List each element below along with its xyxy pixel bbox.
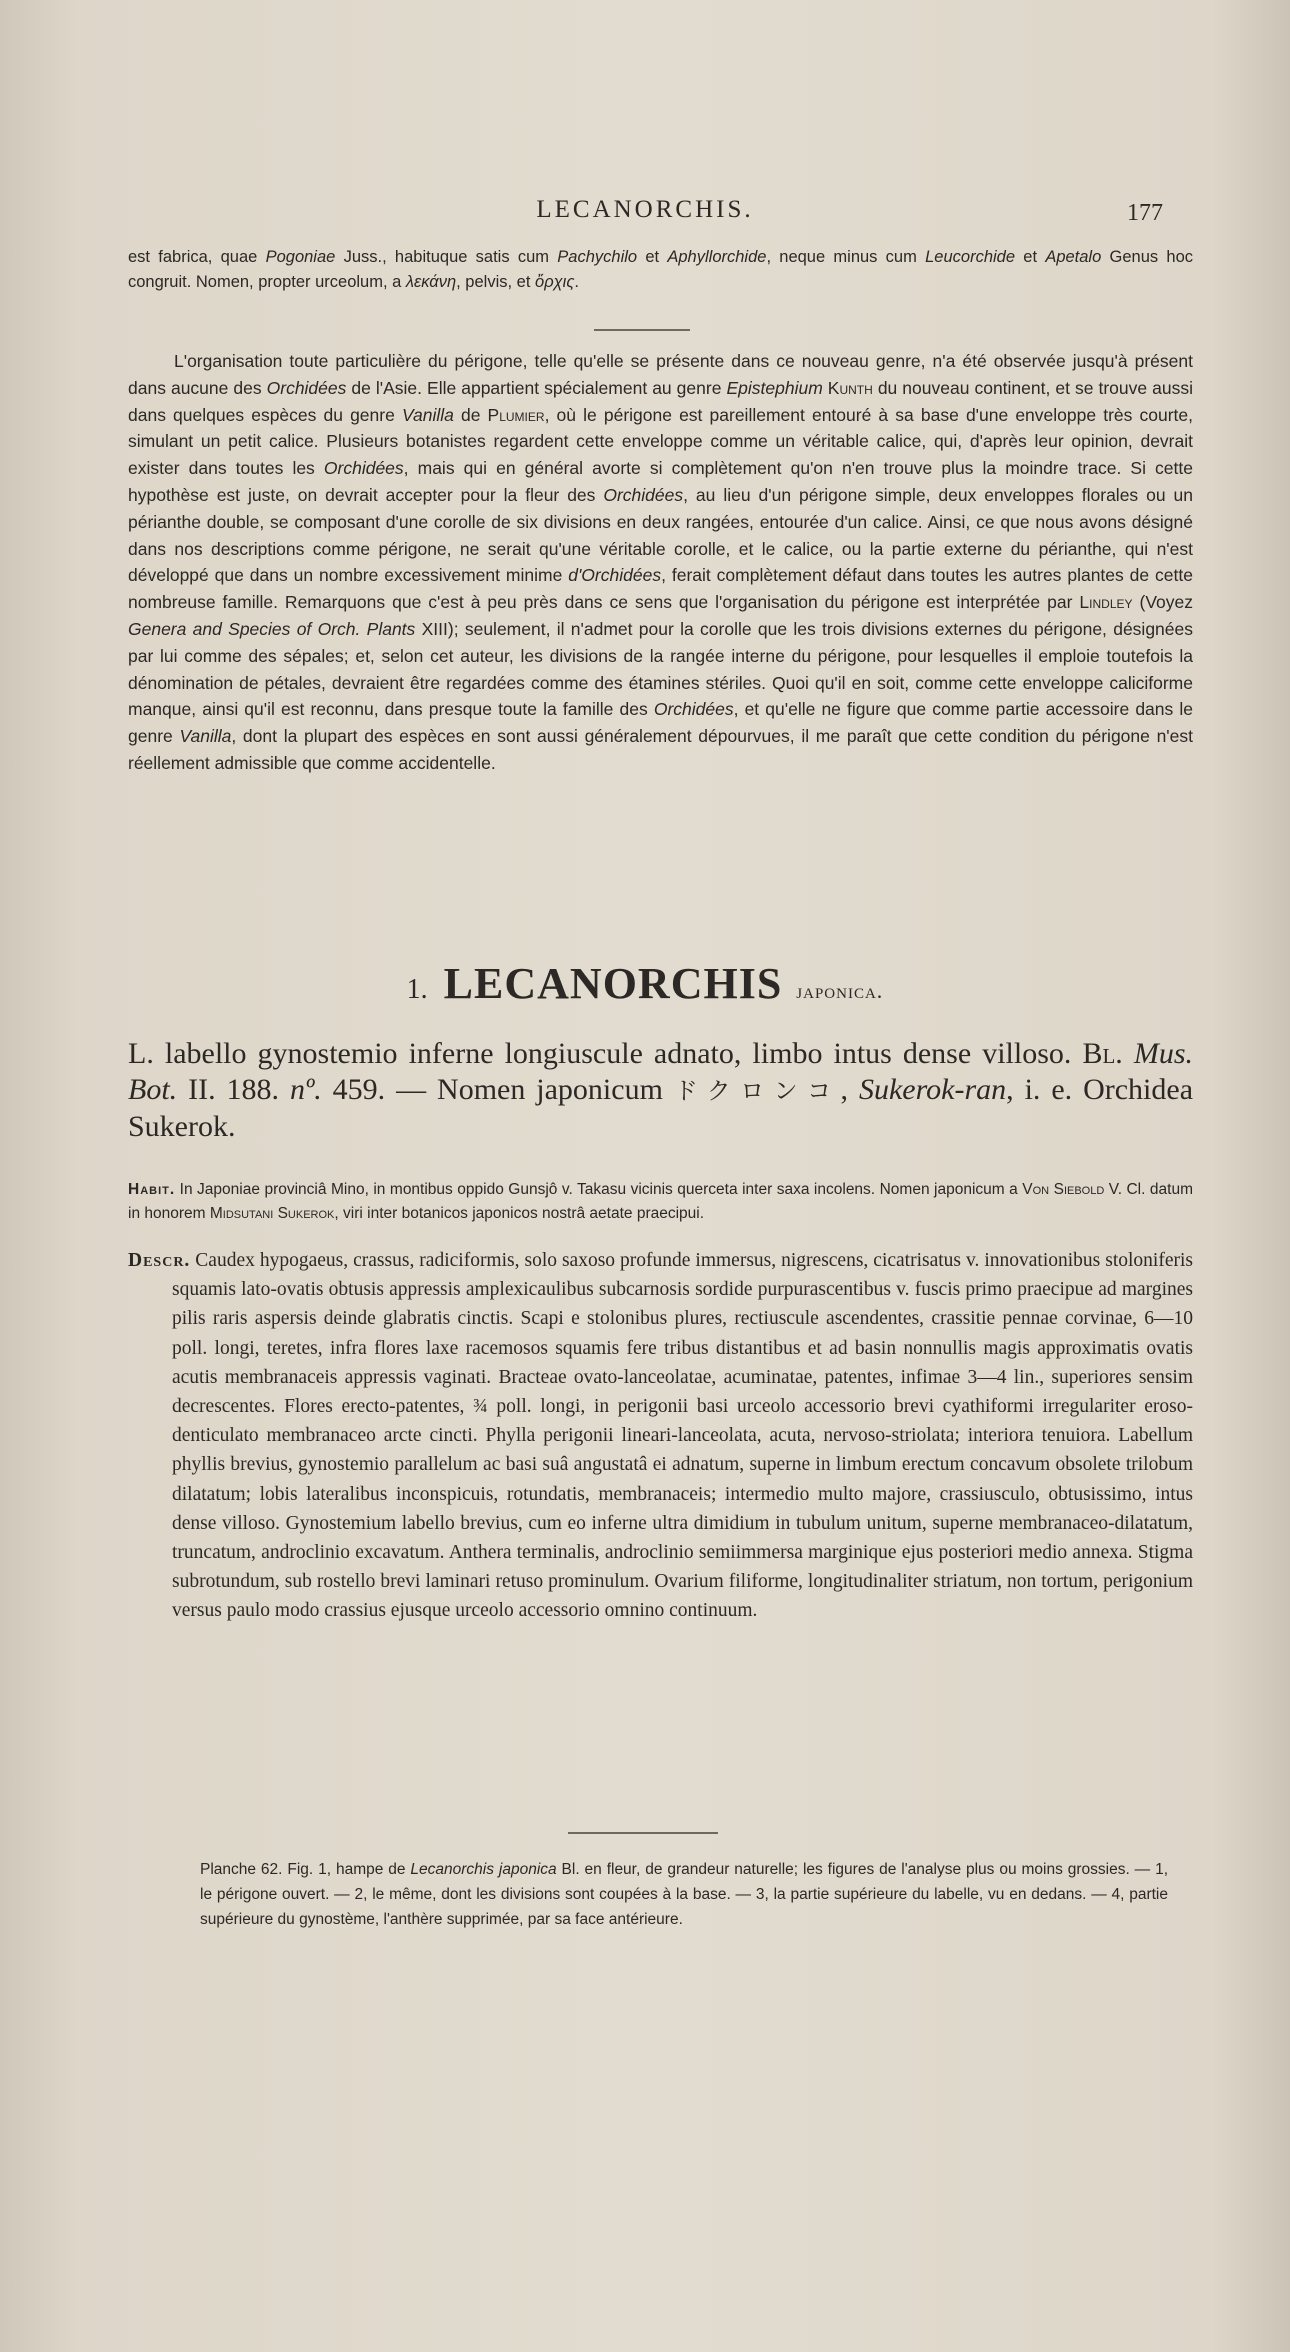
section-divider — [594, 329, 690, 331]
species-number: 1. — [406, 974, 428, 1005]
footnote-divider — [568, 1832, 718, 1834]
japanese-name: ドクロンコ — [673, 1077, 841, 1105]
description-paragraph: Descr. Caudex hypogaeus, crassus, radiciformis, solo saxoso profunde immersus, nigrescens, cicatrisatus v. innovationibus stoloniferis squamis lato-ovatis obtusis appressis amplexicaulibus subcarnosis sordide purpurascentibus v. fuscis primo praecipue ad margines pilis raris aspersis deinde glabratis cinctis. Scapi e stolonibus plures, rectiuscule ascendentes, crassitie pennae corvinae, 6—10 poll. longi, teretes, infra flores laxe racemosos squamis fere tribus distantibus et ad basin nonnullis magis approximatis ovatis acutis membranaceis appressis vaginati. Bracteae ovato-lanceolatae, acuminatae, patentes, infimae 3—4 lin., superiores sensim decrescentes. Flores erecto-patentes, ¾ poll. longi, in perigonii basi urceolo accessorio brevi cyathiformi irregulariter eroso-denticulato membranaceo arcte cincti. Phylla perigonii lineari-lanceolata, acuta, nervoso-striolata; interiora tenuiora. Labellum phyllis brevius, gynostemio parallelum ac basi suâ angustatâ ei adnatum, superne in limbum erectum concavum obsolete trilobum dilatatum; lobis lateralibus inconspicuis, rotundatis, membranaceis; intermedio multo majore, crassiusculo, obtusissimo, intus dense villoso. Gynostemium labello brevius, cum eo inferne ultra dimidium in tubulum unitum, superne membranaceo-dilatatum, truncatum, androclinio excavatum. Anthera terminalis, androclinio semiimmersa marginique ejus posteriori medio annexa. Stigma subrotundum, sub rostello brevi laminari retuso prominulum. Ovarium filiforme, longitudinaliter striatum, non tortum, perigonium versus paulo modo crassius ejusque urceolo accessorio omnino continuum. — [128, 1250, 1193, 1622]
french-paragraph: L'organisation toute particulière du périgone, telle qu'elle se présente dans ce nouveau genre, n'a été observée jusqu'à présent dans aucune des Orchidées de l'Asie. Elle appartient spécialement au genre Epistephium Kunth du nouveau continent, et se trouve aussi dans quelques espèces du genre Vanilla de Plumier, où le périgone est pareillement entouré à sa base d'une enveloppe très courte, simulant un petit calice. Plusieurs botanistes regardent cette enveloppe comme un véritable calice, qui, d'après leur opinion, devrait exister dans toutes les Orchidées, mais qui en général avorte si complètement qu'on n'en trouve plus la moindre trace. Si cette hypothèse est juste, on devrait accepter pour la fleur des Orchidées, au lieu d'un périgone simple, deux enveloppes florales ou un périanthe double, se composant d'une corolle de six divisions en deux rangées, entourée d'un calice. Ainsi, ce que nous avons désigné dans nos descriptions comme périgone, ne serait qu'une véritable corolle, et le calice, ou la partie externe du périanthe, qui n'est développé que dans un nombre excessivement minime d'Orchidées, ferait complètement défaut dans toutes les autres plantes de cette nombreuse famille. Remarquons que c'est à peu près dans ce sens que l'organisation du périgone est interprétée par Lindley (Voyez Genera and Species of Orch. Plants XIII); seulement, il n'admet pour la corolle que les trois divisions externes du périgone, désignées par lui comme des sépales; et, selon cet auteur, les divisions de la rangée interne du périgone, pour lesquelles il emploie toutefois la dénomination de pétales, devraient être regardées comme des étamines stériles. Quoi qu'il en soit, comme cette enveloppe caliciforme manque, ainsi qu'il est reconnu, dans presque toute la famille des Orchidées, et qu'elle ne figure que comme partie accessoire dans le genre Vanilla, dont la plupart des espèces en sont aussi généralement dépourvues, il me paraît que cette condition du périgone n'est réellement admissible que comme accidentelle. — [128, 351, 1193, 773]
species-epithet: japonica. — [796, 978, 884, 1003]
species-heading — [0, 958, 1290, 1009]
running-head: LECANORCHIS. — [536, 196, 754, 223]
plate-caption: Planche 62. Fig. 1, hampe de Lecanorchis japonica Bl. en fleur, de grandeur naturelle; les figures de l'analyse plus ou moins grossies. — 1, le périgone ouvert. — 2, le même, dont les divisions sont coupées à la base. — 3, la partie supérieure du labelle, vu en dedans. — 4, partie supérieure du gynostème, l'anthère supprimée, par sa face antérieure. — [200, 1861, 1168, 1928]
intro-paragraph: est fabrica, quae Pogoniae Juss., habituque satis cum Pachychilo et Aphyllorchide, neque minus cum Leucorchide et Apetalo Genus hoc congruit. Nomen, propter urceolum, a λεκάνη, pelvis, et ὄρχις. — [128, 248, 1194, 291]
species-genus: LECANORCHIS — [443, 959, 783, 1008]
species-diagnosis: L. labello gynostemio inferne longiuscule adnato, limbo intus dense villoso. Bl. Mus. Bot. II. 188. nº. 459. — Nomen japonicum ドクロンコ, Sukerok-ran, i. e. Orchidea Sukerok. — [128, 1037, 1194, 1143]
habitat-paragraph: Habit. In Japoniae provinciâ Mino, in montibus oppido Gunsjô v. Takasu vicinis querceta inter saxa incolens. Nomen japonicum a Von Siebold V. Cl. datum in honorem Midsutani Sukerok, viri inter botanicos japonicos nostrâ aetate praecipui. — [128, 1181, 1193, 1222]
page-number: 177 — [1127, 200, 1163, 226]
